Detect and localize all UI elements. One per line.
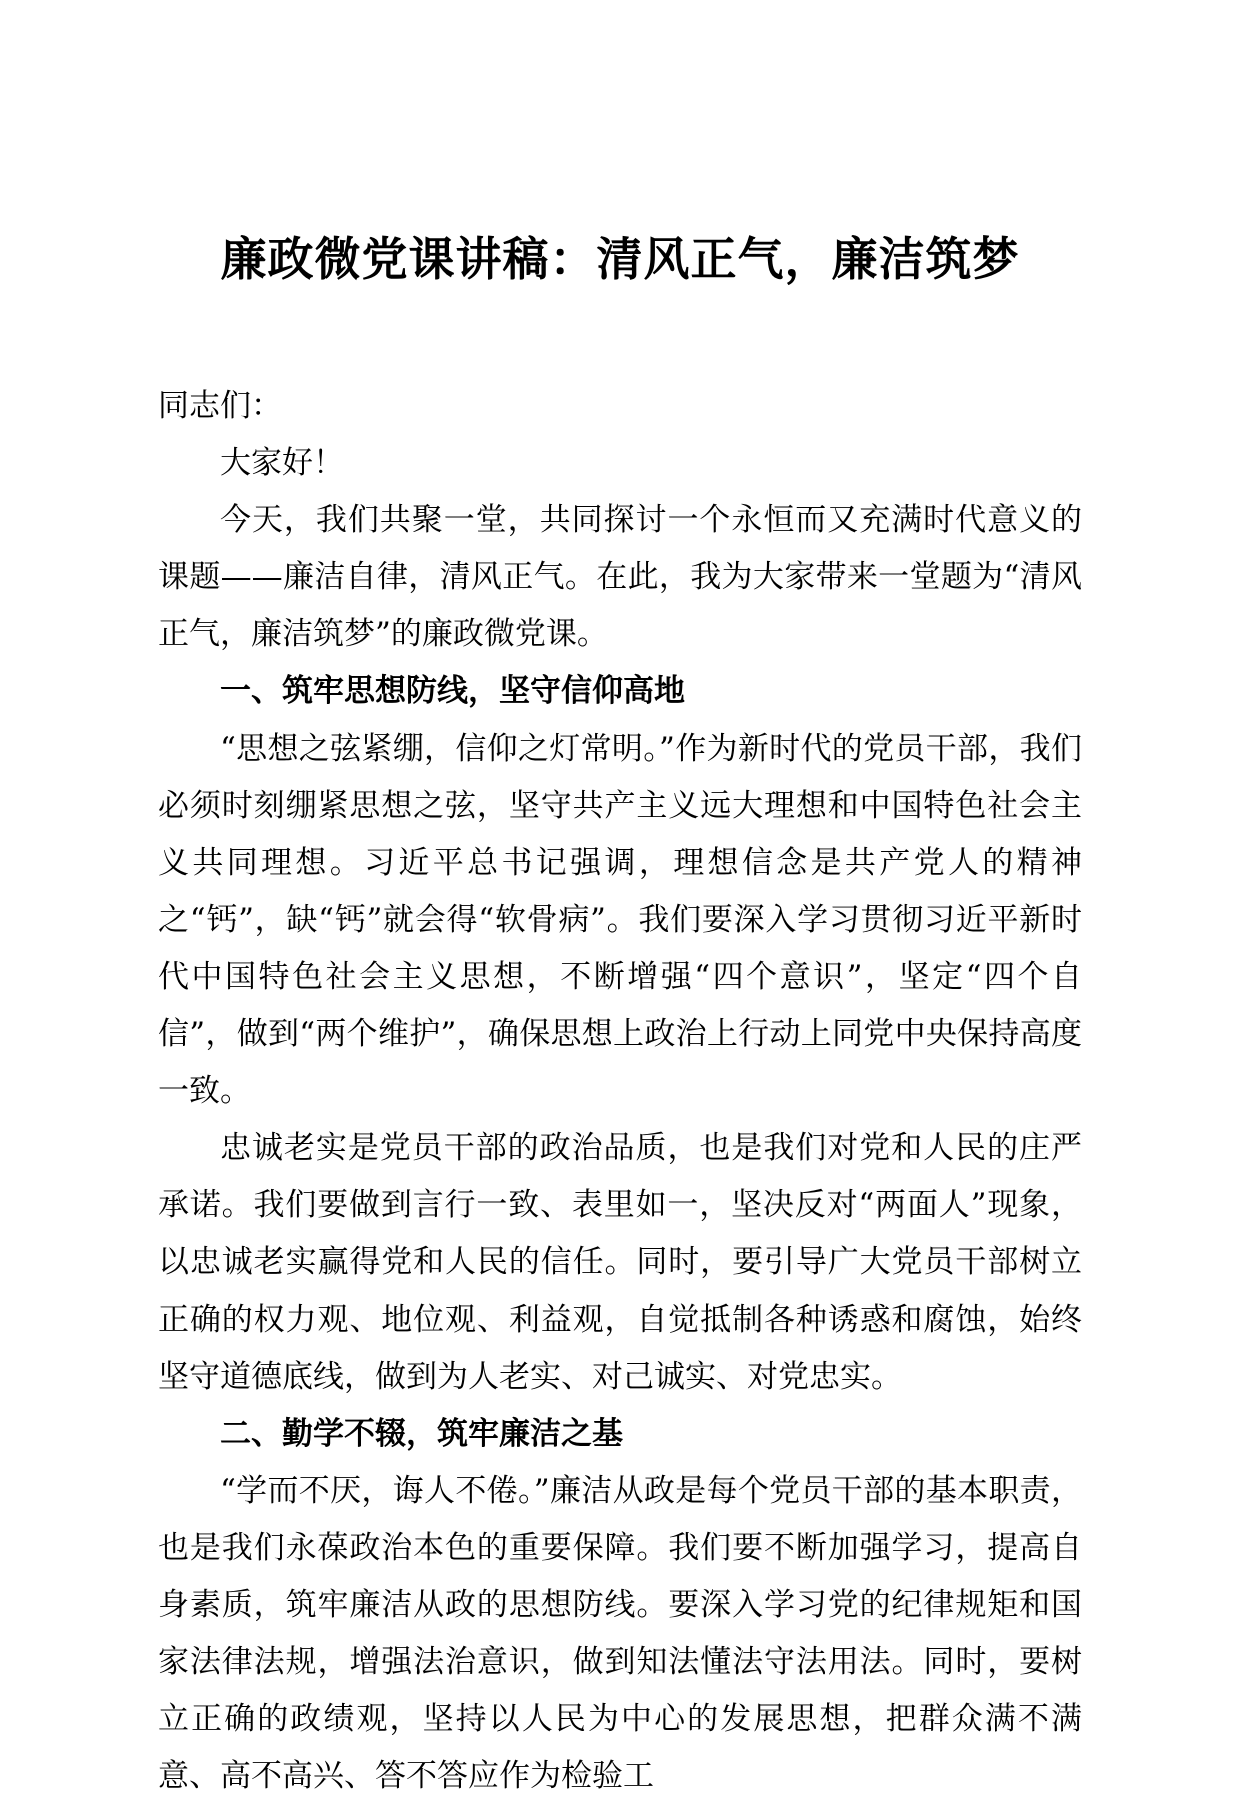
section-1-heading: 一、筑牢思想防线，坚守信仰高地 [220,673,685,710]
document-title: 廉政微党课讲稿：清风正气，廉洁筑梦 [220,232,1020,286]
section-2-paragraph-1: “学而不厌，诲人不倦。”廉洁从政是每个党员干部的基本职责，也是我们永葆政治本色的重要保障。我们要不断加强学习，提高自身素质，筑牢廉洁从政的思想防线。要深入学习党的纪律规矩和国家法律法规，增强法治意识，做到知法懂法守法用法。同时，要树立正确的政绩观，坚持以人民为中心的发展思想，把群众满不满意、高不高兴、答不答应作为检验工 [158,1472,1082,1795]
section-2-heading: 二、勤学不辍，筑牢廉洁之基 [220,1415,623,1452]
greeting: 大家好！ [220,445,344,482]
section-1-paragraph-1: “思想之弦紧绷，信仰之灯常明。”作为新时代的党员干部，我们必须时刻绷紧思想之弦，坚守共产主义远大理想和中国特色社会主义共同理想。习近平总书记强调，理想信念是共产党人的精神之“钙”，缺“钙”就会得“软骨病”。我们要深入学习贯彻习近平新时代中国特色社会主义思想，不断增强“四个意识”，坚定“四个自信”，做到“两个维护”，确保思想上政治上行动上同党中央保持高度一致。 [158,730,1082,1110]
document-body [158,378,1082,1805]
salutation: 同志们： [158,388,282,424]
intro-paragraph: 今天，我们共聚一堂，共同探讨一个永恒而又充满时代意义的课题——廉洁自律，清风正气。在此，我为大家带来一堂题为“清风正气，廉洁筑梦”的廉政微党课。 [158,502,1082,653]
section-1-paragraph-2: 忠诚老实是党员干部的政治品质，也是我们对党和人民的庄严承诺。我们要做到言行一致、表里如一，坚决反对“两面人”现象，以忠诚老实赢得党和人民的信任。同时，要引导广大党员干部树立正确的权力观、地位观、利益观，自觉抵制各种诱惑和腐蚀，始终坚守道德底线，做到为人老实、对己诚实、对党忠实。 [158,1130,1082,1395]
